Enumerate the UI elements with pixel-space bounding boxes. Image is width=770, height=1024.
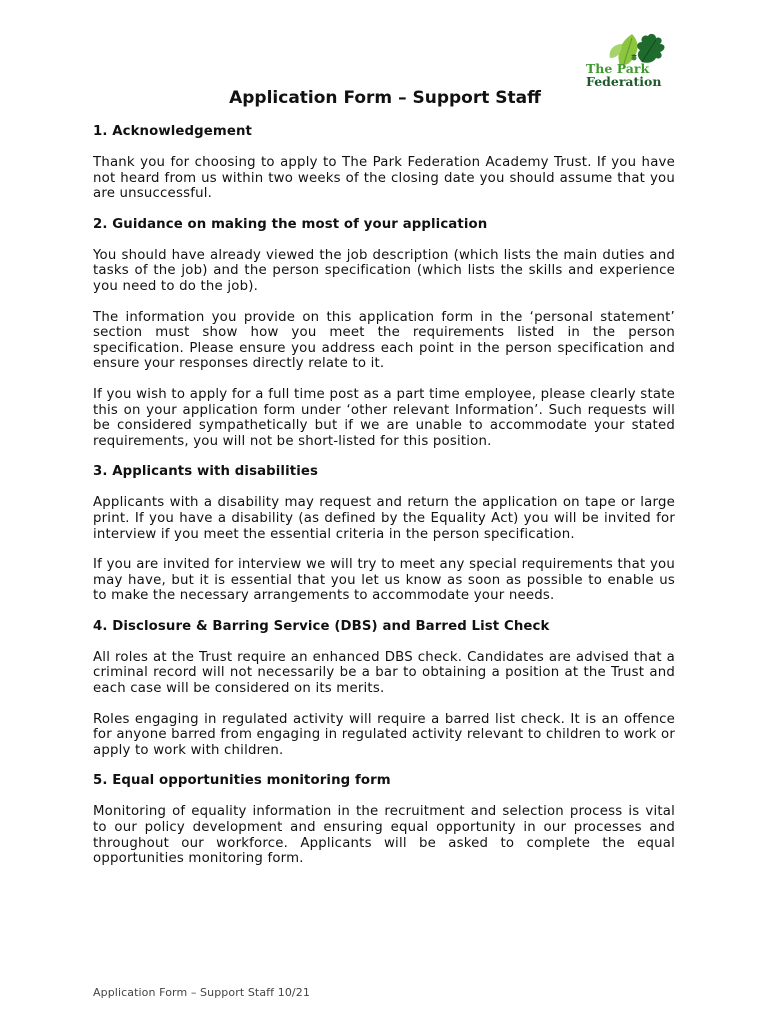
section-dbs — [93, 619, 675, 759]
section-equal-opportunities — [93, 773, 675, 866]
document-body — [93, 124, 675, 882]
paragraph: The information you provide on this application form in the ‘personal statement’ section must show how you meet the requirements listed in the person specification. Please ensure you address each point in the person specification and ensure your responses directly relate to it. — [93, 309, 675, 372]
logo-line-1: The Park — [586, 61, 650, 76]
page-footer: Application Form – Support Staff 10/21 — [93, 986, 310, 999]
logo-line-2: Federation — [586, 74, 662, 89]
paragraph: Applicants with a disability may request and return the application on tape or large print. If you have a disability (as defined by the Equality Act) you will be invited for interview if you meet the essential criteria in the person specification. — [93, 495, 675, 542]
paragraph: You should have already viewed the job description (which lists the main duties and tasks of the job) and the person specification (which lists the skills and experience you need to do the job). — [93, 247, 675, 294]
section-disabilities — [93, 464, 675, 604]
paragraph: Thank you for choosing to apply to The Park Federation Academy Trust. If you have not heard from us within two weeks of the closing date you should assume that you are unsuccessful. — [93, 155, 675, 202]
section-heading: 5. Equal opportunities monitoring form — [93, 773, 391, 789]
page-title: Application Form – Support Staff — [229, 88, 541, 108]
section-heading: 1. Acknowledgement — [93, 124, 252, 139]
section-guidance — [93, 217, 675, 450]
paragraph: If you wish to apply for a full time post as a part time employee, please clearly state this on your application form under ‘other relevant Information’. Such requests will be considered sympathetically but if we are unable to accommodate your stated requirements, you will not be short-listed for this position. — [93, 386, 675, 449]
paragraph: All roles at the Trust require an enhanced DBS check. Candidates are advised that a criminal record will not necessarily be a bar to obtaining a position at the Trust and each case will be considered on its merits. — [93, 649, 675, 697]
paragraph: If you are invited for interview we will try to meet any special requirements that you may have, but it is essential that you let us know as soon as possible to enable us to make the necessary arrangements to accommodate your needs. — [93, 557, 675, 604]
section-heading: 4. Disclosure & Barring Service (DBS) and Barred List Check — [93, 618, 550, 634]
paragraph: Roles engaging in regulated activity will require a barred list check. It is an offence for anyone barred from engaging in regulated activity relevant to children to work or apply to work with children. — [93, 711, 675, 758]
section-heading: 2. Guidance on making the most of your application — [93, 216, 488, 232]
paragraph: Monitoring of equality information in the recruitment and selection process is vital to our policy development and ensuring equal opportunity in our processes and throughout our workforce. Applicants will be asked to complete the equal opportunities monitoring form. — [93, 804, 675, 867]
section-acknowledgement — [93, 124, 675, 202]
section-heading: 3. Applicants with disabilities — [93, 464, 318, 480]
park-federation-logo — [580, 28, 680, 90]
